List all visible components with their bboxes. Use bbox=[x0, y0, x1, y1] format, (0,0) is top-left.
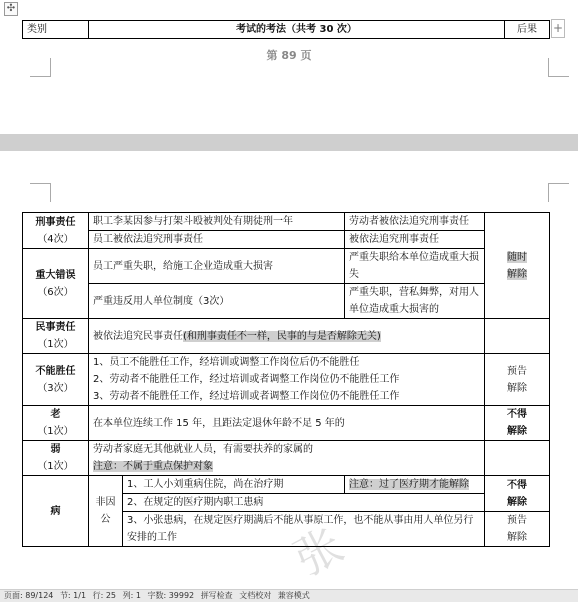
case-text bbox=[89, 441, 485, 476]
status-page[interactable]: 页面: 89/124 bbox=[4, 591, 54, 600]
category-old bbox=[23, 406, 89, 441]
consequence-label: 随时 bbox=[507, 251, 528, 263]
crop-mark bbox=[30, 58, 51, 77]
dismissal-table bbox=[22, 212, 550, 547]
category-count: （1次） bbox=[37, 426, 74, 437]
consequence-notice bbox=[485, 354, 550, 406]
case-text: 劳动者被依法追究刑事责任 bbox=[345, 213, 485, 231]
consequence-label: 解除 bbox=[507, 382, 528, 394]
table-row bbox=[23, 213, 550, 231]
consequence-label: 解除 bbox=[507, 532, 528, 543]
category-count: （6次） bbox=[37, 286, 74, 298]
header-method-count: 30 bbox=[319, 24, 334, 35]
table-row bbox=[23, 231, 550, 249]
consequence-label: 预告 bbox=[507, 515, 528, 526]
sub-label: 非因 bbox=[95, 497, 116, 508]
category-title: 重大错误 bbox=[35, 269, 76, 281]
weak-text: 劳动者家庭无其他就业人员，有需要扶养的家属的 bbox=[93, 444, 313, 455]
crop-mark bbox=[30, 183, 51, 202]
table-move-handle-icon[interactable]: ✣ bbox=[4, 2, 18, 16]
category-title: 民事责任 bbox=[35, 322, 76, 333]
table-row bbox=[23, 441, 550, 476]
category-count: （3次） bbox=[37, 382, 74, 394]
consequence-forbidden bbox=[485, 406, 550, 441]
category-title: 老 bbox=[50, 409, 61, 420]
case-text: 被依法追究刑事责任 bbox=[345, 231, 485, 249]
status-word-count[interactable]: 字数: 39992 bbox=[147, 591, 195, 600]
table-row bbox=[23, 406, 550, 441]
status-row: 行: 25 bbox=[92, 591, 117, 600]
header-category-cell bbox=[23, 21, 89, 39]
status-section: 节: 1/1 bbox=[59, 591, 87, 600]
category-title: 病 bbox=[50, 505, 61, 517]
consequence-empty bbox=[485, 441, 550, 476]
case-text: 员工严重失职，给施工企业造成重大损害 bbox=[89, 249, 345, 284]
consequence-empty bbox=[485, 319, 550, 354]
category-title: 不能胜任 bbox=[35, 365, 76, 377]
table-row bbox=[23, 354, 550, 406]
header-method-suffix: 次） bbox=[333, 24, 357, 35]
civil-text: 被依法追究民事责任 bbox=[93, 330, 183, 342]
case-text: 员工被依法追究刑事责任 bbox=[89, 231, 345, 249]
list-item: 3、劳动者不能胜任工作，经过培训或者调整工作岗位仍不能胜任工作 bbox=[93, 391, 400, 402]
crop-mark bbox=[548, 183, 569, 202]
consequence-label: 解除 bbox=[507, 268, 528, 280]
consequence-notice bbox=[485, 512, 550, 547]
case-text bbox=[89, 354, 485, 406]
status-compat-mode[interactable]: 兼容模式 bbox=[277, 591, 310, 600]
list-item: 3、小张患病，在规定医疗期满后不能从事原工作，也不能从事由用人单位另行安排的工作 bbox=[123, 512, 485, 547]
case-text: 职工李某因参与打架斗殴被判处有期徒刑一年 bbox=[89, 213, 345, 231]
sick-note: 注意：过了医疗期才能解除 bbox=[349, 479, 470, 490]
case-text bbox=[89, 319, 485, 354]
table-row bbox=[23, 319, 550, 354]
consequence-label: 解除 bbox=[507, 426, 528, 437]
consequence-immediate bbox=[485, 213, 550, 319]
category-count: （1次） bbox=[37, 339, 74, 350]
list-item: 2、劳动者不能胜任工作，经过培训或者调整工作岗位仍不能胜任工作 bbox=[93, 374, 400, 385]
category-title: 刑事责任 bbox=[35, 216, 76, 228]
category-civil bbox=[23, 319, 89, 354]
consequence-label: 预告 bbox=[507, 365, 528, 377]
table-row bbox=[23, 249, 550, 284]
category-count: （4次） bbox=[37, 233, 74, 245]
sub-label: 公 bbox=[100, 514, 111, 525]
status-col: 列: 1 bbox=[122, 591, 141, 600]
status-spell-check[interactable]: 拼写检查 bbox=[200, 591, 233, 600]
category-title: 弱 bbox=[50, 444, 61, 455]
list-item: 1、工人小刘重病住院，尚在治疗期 bbox=[123, 476, 345, 494]
header-table bbox=[22, 20, 550, 39]
header-method-cell bbox=[89, 21, 505, 39]
weak-note: 注意：不属于重点保护对象 bbox=[93, 461, 213, 472]
consequence-label: 解除 bbox=[507, 496, 528, 508]
case-text: 严重失职给本单位造成重大损失 bbox=[345, 249, 485, 284]
document-page-88 bbox=[0, 0, 578, 134]
case-text: 严重失职，营私舞弊，对用人单位造成重大损害的 bbox=[345, 284, 485, 319]
header-method-prefix: 考试的考法（共考 bbox=[236, 24, 320, 35]
category-criminal bbox=[23, 213, 89, 249]
page-number: 第 89 页 bbox=[266, 49, 312, 62]
category-sick bbox=[23, 476, 89, 547]
crop-mark bbox=[548, 58, 569, 77]
sick-note-cell bbox=[345, 476, 485, 494]
list-item: 1、员工不能胜任工作，经培训或调整工作岗位后仍不能胜任 bbox=[93, 357, 360, 368]
header-consequence-label: 后果 bbox=[517, 24, 537, 35]
case-text: 严重违反用人单位制度（3次） bbox=[89, 284, 345, 319]
consequence-label: 不得 bbox=[507, 479, 528, 491]
category-incompetent bbox=[23, 354, 89, 406]
add-column-button[interactable]: + bbox=[551, 19, 565, 38]
table-row bbox=[23, 284, 550, 319]
consequence-forbidden bbox=[485, 476, 550, 512]
sick-sub-label bbox=[89, 476, 123, 547]
header-category-label: 类别 bbox=[27, 24, 47, 35]
list-item: 2、在规定的医疗期内职工患病 bbox=[123, 494, 485, 512]
case-text: 在本单位连续工作 15 年，且距法定退休年龄不足 5 年的 bbox=[89, 406, 485, 441]
header-consequence-cell bbox=[505, 21, 550, 39]
table-row bbox=[23, 476, 550, 494]
page-gap bbox=[0, 134, 578, 151]
category-serious-error bbox=[23, 249, 89, 319]
status-doc-check[interactable]: 文档校对 bbox=[239, 591, 272, 600]
civil-note: (和刑事责任不一样，民事的与是否解除无关) bbox=[183, 330, 381, 342]
status-bar bbox=[0, 589, 578, 602]
category-weak bbox=[23, 441, 89, 476]
category-count: （1次） bbox=[37, 461, 74, 472]
consequence-label: 不得 bbox=[507, 409, 528, 420]
